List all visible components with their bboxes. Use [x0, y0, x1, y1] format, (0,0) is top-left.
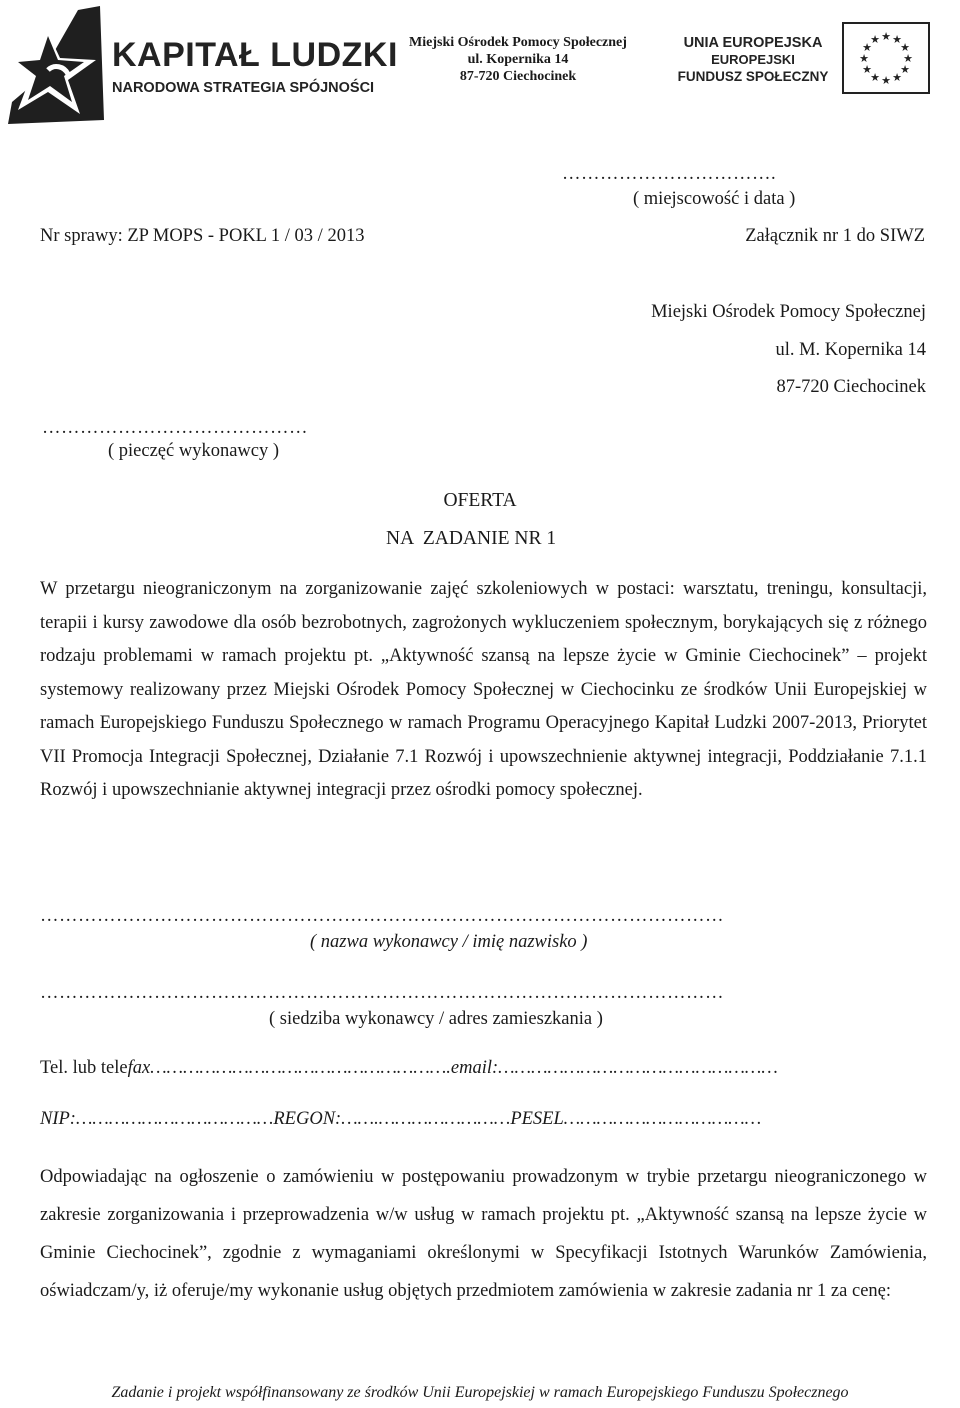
recipient-city: 87-720 Ciechocinek: [776, 377, 926, 397]
eu-flag-icon: [842, 22, 930, 94]
contractor-name-label: ( nazwa wykonawcy / imię nazwisko ): [310, 932, 588, 952]
regon-field[interactable]: …….……………………: [341, 1109, 511, 1129]
contractor-address-label: ( siedziba wykonawcy / adres zamieszkania ): [269, 1009, 603, 1029]
phone-field[interactable]: ……………………………………………….: [150, 1058, 451, 1078]
email-field[interactable]: ……………………………………………: [498, 1058, 778, 1078]
stamp-dots: ……………………………………: [42, 418, 308, 438]
contractor-address-dots: ………………………………………………………………………………………………: [40, 983, 724, 1003]
case-number: Nr sprawy: ZP MOPS - POKL 1 / 03 / 2013: [40, 226, 365, 246]
svg-text:★: ★: [870, 33, 880, 46]
document-title: OFERTA: [443, 490, 517, 511]
svg-text:★: ★: [862, 63, 872, 76]
svg-text:★: ★: [881, 74, 891, 87]
nip-field[interactable]: ………………………………: [75, 1109, 274, 1129]
nip-label: NIP:: [40, 1109, 76, 1129]
svg-text:★: ★: [881, 30, 891, 43]
contractor-name-dots: ………………………………………………………………………………………………: [40, 906, 724, 926]
phone-label: Tel. lub tele: [40, 1058, 128, 1078]
place-date-dots: …………………………….: [562, 164, 777, 184]
pesel-field[interactable]: ………………………………: [563, 1109, 762, 1129]
pesel-label: PESEL: [510, 1109, 564, 1129]
logo-title: KAPITAŁ LUDZKI: [112, 36, 398, 74]
header-address: [398, 34, 638, 85]
header-address-line: Miejski Ośrodek Pomocy Społecznej: [409, 35, 627, 50]
kapital-ludzki-emblem-icon: [8, 6, 108, 124]
header-address-line: ul. Kopernika 14: [467, 52, 569, 67]
fax-label: fax: [127, 1058, 151, 1078]
document-subtitle: NA ZADANIE NR 1: [386, 528, 557, 549]
svg-text:★: ★: [892, 33, 902, 46]
svg-text:★: ★: [870, 71, 880, 84]
header-address-line: 87-720 Ciechocinek: [459, 69, 577, 84]
email-label: email:: [450, 1058, 499, 1078]
svg-text:★: ★: [900, 63, 910, 76]
eu-logo-line: EUROPEJSKI: [711, 52, 795, 67]
kapital-ludzki-logo: [8, 6, 398, 124]
logo-subtitle: NARODOWA STRATEGIA SPÓJNOŚCI: [112, 80, 375, 96]
offer-intro-paragraph: W przetargu nieograniczonym na zorganizowanie zajęć szkoleniowych w postaci: warsztatu, treningu, konsultacji, terapii i kursy zawodowe dla osób bezrobotnych, zagrożonych wykluczeniem społecznym, borykających się z różnego rodzaju problemami w ramach projektu pt. „Aktywność szansą na lepsze życie w Gminie Ciechocinek” – projekt systemowy realizowany przez Miejski Ośrodek Pomocy Społecznej w Ciechocinku ze środków Unii Europejskiej w ramach Europejskiego Funduszu Społecznego w ramach Programu Operacyjnego Kapitał Ludzki 2007-2013, Priorytet VII Promocja Integracji Społecznej, Działanie 7.1 Rozwój i upowszechnienie aktywnej integracji, Poddziałanie 7.1.1 Rozwój i upowszechnianie aktywnej integracji przez ośrodki pomocy społecznej.: [40, 579, 927, 800]
footer-note: Zadanie i projekt współfinansowany ze środków Unii Europejskiej w ramach Europejskiego Funduszu Społecznego: [111, 1384, 849, 1401]
svg-text:★: ★: [892, 71, 902, 84]
eu-logo-line: FUNDUSZ SPOŁECZNY: [677, 69, 829, 84]
offer-declaration-paragraph: Odpowiadając na ogłoszenie o zamówieniu w postępowaniu prowadzonym w trybie przetargu nieograniczonego w zakresie zorganizowania i przeprowadzenia w/w usług w ramach projektu pt. „Aktywność szansą na lepsze życie w Gminie Ciechocinek”, zgodnie z wymaganiami określonymi w Specyfikacji Istotnych Warunków Zamówienia, oświadczam/y, iż oferuje/my wykonanie usług objętych przedmiotem zamówienia w zakresie zadania nr 1 za cenę:: [40, 1167, 927, 1301]
svg-text:★: ★: [900, 41, 910, 54]
place-date-label: ( miejscowość i data ): [633, 189, 796, 209]
attachment-label: Załącznik nr 1 do SIWZ: [745, 226, 925, 246]
contact-line: [40, 1058, 778, 1079]
eu-logo-line: UNIA EUROPEJSKA: [683, 35, 823, 51]
svg-text:★: ★: [862, 41, 872, 54]
regon-label: REGON:: [273, 1109, 342, 1129]
svg-text:★: ★: [903, 52, 913, 65]
recipient-street: ul. M. Kopernika 14: [775, 340, 926, 360]
stamp-label: ( pieczęć wykonawcy ): [108, 441, 280, 461]
eu-logo: [674, 30, 960, 102]
svg-text:★: ★: [859, 52, 869, 65]
recipient-name: Miejski Ośrodek Pomocy Społecznej: [651, 302, 926, 322]
ids-line: [40, 1109, 761, 1130]
